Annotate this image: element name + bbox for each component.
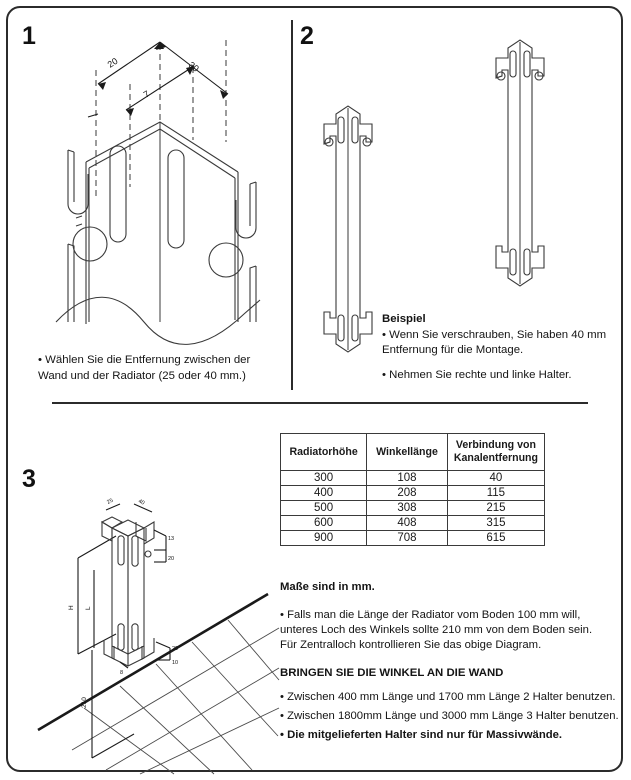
panel-1-caption-line1: • Wählen Sie die Entfernung zwischen der	[38, 354, 251, 366]
table-header-verbindung-line1: Verbindung von	[455, 439, 536, 451]
cell-winkellange: 408	[367, 516, 448, 531]
panel-1-diagram	[48, 22, 298, 342]
panel-number-1: 1	[22, 22, 35, 50]
cell-radiatorhohe: 400	[281, 486, 367, 501]
panel-2-bullet1-line1: • Wenn Sie verschrauben, Sie haben 40 mm	[382, 328, 607, 341]
table-row	[281, 501, 545, 516]
table-row	[281, 531, 545, 546]
cell-verbindung: 40	[447, 471, 544, 486]
dim-label-bottom-10: 10	[172, 660, 179, 666]
table-header-winkellange: Winkellänge	[367, 434, 448, 471]
floor-grid	[38, 594, 279, 774]
cell-radiatorhohe: 300	[281, 471, 367, 486]
dim-label-20: 20	[168, 556, 175, 562]
panel-2-bullet2: • Nehmen Sie rechte und linke Halter.	[382, 368, 572, 381]
panel-2-bullet1-line2: Entfernung für die Montage.	[382, 344, 524, 356]
dim-label-30: 30	[186, 59, 201, 74]
bracket-iso	[102, 517, 154, 666]
table-header-verbindung-line2: Kanalentfernung	[453, 452, 538, 464]
dim-label-bottom-20: 20	[172, 646, 179, 652]
dim-label-7: 7	[141, 88, 152, 100]
cell-verbindung: 115	[447, 486, 544, 501]
notes-heading: BRINGEN SIE DIE WINKEL AN DIE WAND	[280, 667, 504, 679]
table-header-verbindung	[447, 434, 544, 471]
panel-2-text	[382, 312, 622, 383]
cell-verbindung: 215	[447, 501, 544, 516]
cell-winkellange: 308	[367, 501, 448, 516]
dim-label-13: 13	[168, 536, 175, 542]
dim-label-H: H	[68, 605, 75, 610]
note-para-line3: Für Zentralloch kontrollieren Sie das obige Diagram.	[280, 639, 542, 651]
panel-2-diagram	[296, 28, 626, 358]
cell-radiatorhohe: 500	[281, 501, 367, 516]
panel-number-2: 2	[300, 22, 313, 50]
example-title: Beispiel	[382, 313, 426, 325]
panel-3-diagram	[24, 458, 279, 774]
panel-1-caption-line2: Wand und der Radiator (25 oder 40 mm.)	[38, 369, 246, 382]
dim-label-40: 40	[137, 498, 146, 507]
section-divider-horizontal	[52, 402, 588, 404]
note-para-line1: • Falls man die Länge der Radiator vom Boden 100 mm will,	[280, 609, 581, 621]
table-row	[281, 471, 545, 486]
panel-1-caption	[38, 353, 288, 384]
cell-verbindung: 615	[447, 531, 544, 546]
panel-divider-vertical	[291, 20, 293, 390]
instruction-sheet	[6, 6, 623, 772]
cell-verbindung: 315	[447, 516, 544, 531]
dim-label-20: 20	[105, 55, 120, 70]
notes-bullet-2: • Zwischen 1800mm Länge und 3000 mm Länge 3 Halter benutzen.	[280, 710, 619, 722]
specification-table	[280, 433, 545, 546]
dim-label-25: 25	[106, 497, 115, 506]
notes-bullet-3: • Die mitgelieferten Halter sind nur für Massivwände.	[280, 729, 563, 741]
note-para-line2: unteres Loch des Winkels sollte 210 mm von dem Boden sein.	[280, 624, 593, 636]
dim-label-210: 210	[81, 697, 88, 708]
table-header-row	[281, 434, 545, 471]
table-row	[281, 486, 545, 501]
dim-label-L: L	[85, 606, 92, 610]
dim-label-8: 8	[120, 670, 124, 676]
cell-winkellange: 108	[367, 471, 448, 486]
notes-block	[280, 580, 620, 745]
cell-winkellange: 708	[367, 531, 448, 546]
table-row	[281, 516, 545, 531]
units-note: Maße sind in mm.	[280, 581, 375, 593]
cell-winkellange: 208	[367, 486, 448, 501]
cell-radiatorhohe: 900	[281, 531, 367, 546]
cell-radiatorhohe: 600	[281, 516, 367, 531]
notes-bullet-1: • Zwischen 400 mm Länge und 1700 mm Länge 2 Halter benutzen.	[280, 691, 616, 703]
panel-number-3: 3	[22, 465, 35, 493]
table-header-radiatorhohe: Radiatorhöhe	[281, 434, 367, 471]
